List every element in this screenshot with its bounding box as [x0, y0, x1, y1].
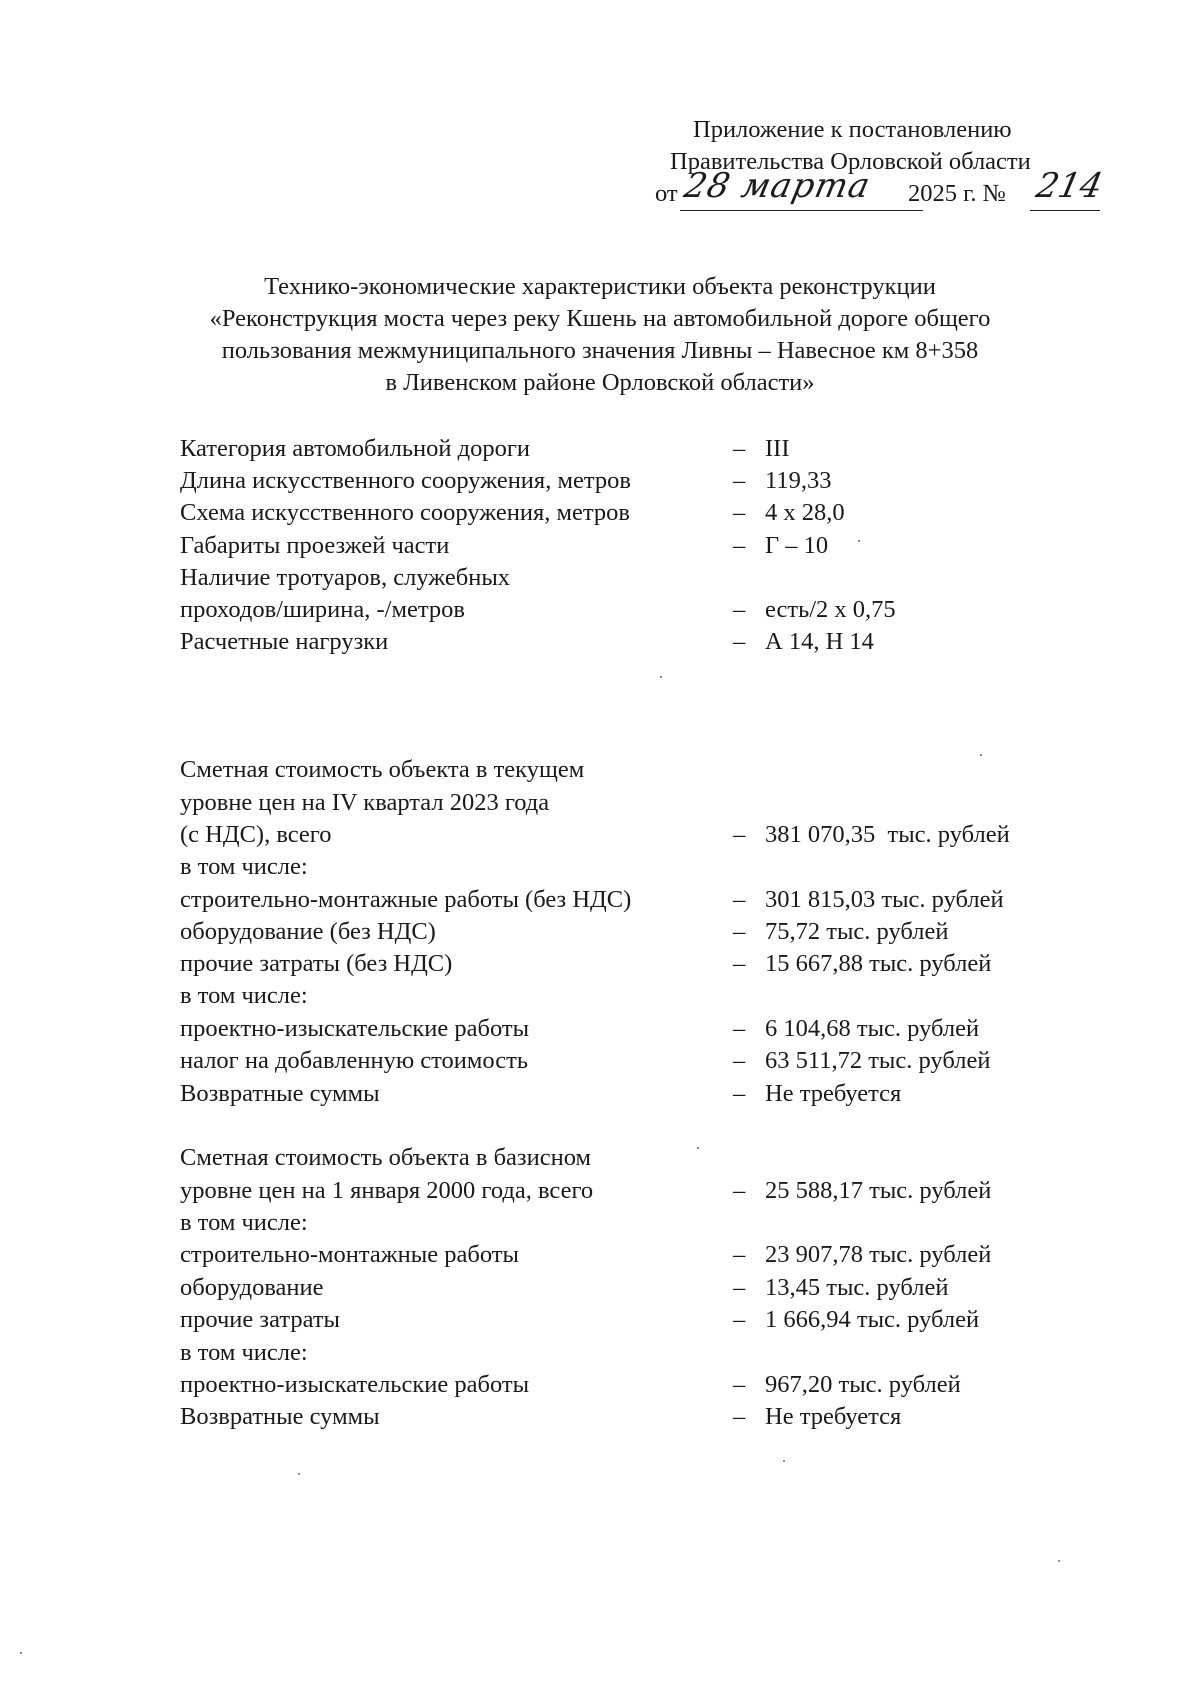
appendix-heading: Приложение к постановлению [693, 116, 1012, 143]
row-value: 301 815,03 тыс. рублей [765, 886, 1004, 913]
row-label: (с НДС), всего [180, 821, 332, 848]
characteristic-row [180, 435, 1080, 467]
row-label: Возвратные суммы [180, 1080, 380, 1107]
row-value: Г – 10 [765, 532, 829, 559]
row-dash: – [733, 532, 746, 559]
cost-row [180, 1047, 1080, 1079]
cost-row [180, 853, 1080, 885]
row-value: 119,33 [765, 467, 832, 494]
row-label: уровне цен на IV квартал 2023 года [180, 789, 550, 816]
row-label: Длина искусственного сооружения, метров [180, 467, 631, 494]
row-dash: – [733, 499, 746, 526]
row-label: в том числе: [180, 982, 308, 1009]
row-label: Схема искусственного сооружения, метров [180, 499, 630, 526]
scan-speck [783, 1460, 785, 1462]
row-dash: – [733, 1080, 746, 1107]
row-value: А 14, Н 14 [765, 628, 874, 655]
base-cost-row [180, 1241, 1080, 1273]
row-label: прочие затраты [180, 1306, 340, 1333]
base-cost-row [180, 1177, 1080, 1209]
characteristic-row [180, 596, 1080, 628]
title-line: Технико-экономические характеристики объекта реконструкции [264, 273, 936, 300]
row-dash: – [733, 467, 746, 494]
row-dash: – [733, 628, 746, 655]
row-value: 75,72 тыс. рублей [765, 918, 949, 945]
row-dash: – [733, 821, 746, 848]
scan-speck [660, 676, 662, 678]
year-and-number-label: 2025 г. № [908, 180, 1007, 207]
row-label: строительно-монтажные работы [180, 1241, 519, 1268]
title-line: в Ливенском районе Орловской области» [385, 369, 815, 396]
row-dash: – [733, 1274, 746, 1301]
row-label: уровне цен на 1 января 2000 года, всего [180, 1177, 594, 1204]
row-dash: – [733, 435, 746, 462]
row-value: 63 511,72 тыс. рублей [765, 1047, 991, 1074]
cost-row [180, 918, 1080, 950]
row-value: 381 070,35 тыс. рублей [765, 821, 1010, 848]
cost-row [180, 886, 1080, 918]
row-label: проходов/ширина, -/метров [180, 596, 465, 623]
row-value: Не требуется [765, 1403, 902, 1430]
row-dash: – [733, 918, 746, 945]
row-dash: – [733, 1371, 746, 1398]
scan-speck [858, 540, 860, 542]
row-label: проектно-изыскательские работы [180, 1015, 530, 1042]
row-label: Категория автомобильной дороги [180, 435, 530, 462]
row-label: Сметная стоимость объекта в базисном [180, 1144, 591, 1171]
characteristic-row [180, 499, 1080, 531]
base-cost-row [180, 1274, 1080, 1306]
title-line: пользования межмуниципального значения Ливны – Навесное км 8+358 [221, 337, 979, 364]
row-value: 967,20 тыс. рублей [765, 1371, 961, 1398]
row-label: в том числе: [180, 853, 308, 880]
resolution-date-number [655, 166, 1107, 216]
row-label: в том числе: [180, 1339, 308, 1366]
row-label: Сметная стоимость объекта в текущем [180, 756, 585, 783]
row-value: есть/2 х 0,75 [765, 596, 896, 623]
government-name: Правительства Орловской области [670, 148, 1031, 175]
base-cost-row [180, 1371, 1080, 1403]
base-cost-row [180, 1306, 1080, 1338]
row-dash: – [733, 1047, 746, 1074]
row-label: проектно-изыскательские работы [180, 1371, 530, 1398]
characteristic-row [180, 532, 1080, 564]
row-dash: – [733, 1177, 746, 1204]
base-cost-row [180, 1339, 1080, 1371]
row-label: Расчетные нагрузки [180, 628, 389, 655]
row-value: 6 104,68 тыс. рублей [765, 1015, 980, 1042]
row-value: 13,45 тыс. рублей [765, 1274, 949, 1301]
cost-row [180, 789, 1080, 821]
row-label: налог на добавленную стоимость [180, 1047, 529, 1074]
row-value: 25 588,17 тыс. рублей [765, 1177, 992, 1204]
title-line: «Реконструкция моста через реку Кшень на автомобильной дороге общего [209, 305, 991, 332]
scan-speck [980, 754, 982, 756]
date-prefix: от [655, 180, 678, 207]
cost-row [180, 1080, 1080, 1112]
number-underline [1030, 210, 1100, 211]
row-value: 15 667,88 тыс. рублей [765, 950, 992, 977]
characteristic-row [180, 467, 1080, 499]
row-dash: – [733, 596, 746, 623]
row-value: 1 666,94 тыс. рублей [765, 1306, 980, 1333]
row-dash: – [733, 950, 746, 977]
row-label: оборудование [180, 1274, 324, 1301]
scan-speck [20, 1652, 22, 1654]
cost-row [180, 1015, 1080, 1047]
scan-speck [697, 1147, 699, 1149]
handwritten-date: 28 марта [680, 166, 875, 206]
row-dash: – [733, 886, 746, 913]
handwritten-number: 214 [1032, 166, 1107, 206]
scan-speck [1058, 1560, 1060, 1562]
row-dash: – [733, 1403, 746, 1430]
cost-row [180, 756, 1080, 788]
row-label: Наличие тротуаров, служебных [180, 564, 511, 591]
row-value: 23 907,78 тыс. рублей [765, 1241, 992, 1268]
date-underline [680, 210, 923, 211]
cost-row [180, 982, 1080, 1014]
characteristic-row [180, 628, 1080, 660]
cost-row [180, 950, 1080, 982]
row-dash: – [733, 1015, 746, 1042]
document-title [150, 271, 1050, 399]
scan-speck [298, 1473, 300, 1475]
row-label: прочие затраты (без НДС) [180, 950, 453, 977]
row-value: Не требуется [765, 1080, 902, 1107]
row-dash: – [733, 1306, 746, 1333]
base-cost-row [180, 1144, 1080, 1176]
row-label: в том числе: [180, 1209, 308, 1236]
base-cost-row [180, 1403, 1080, 1435]
row-label: оборудование (без НДС) [180, 918, 436, 945]
row-value: III [765, 435, 790, 462]
row-label: Возвратные суммы [180, 1403, 380, 1430]
row-label: Габариты проезжей части [180, 532, 450, 559]
row-label: строительно-монтажные работы (без НДС) [180, 886, 632, 913]
row-value: 4 х 28,0 [765, 499, 845, 526]
base-cost-row [180, 1209, 1080, 1241]
characteristic-row [180, 564, 1080, 596]
row-dash: – [733, 1241, 746, 1268]
cost-row [180, 821, 1080, 853]
